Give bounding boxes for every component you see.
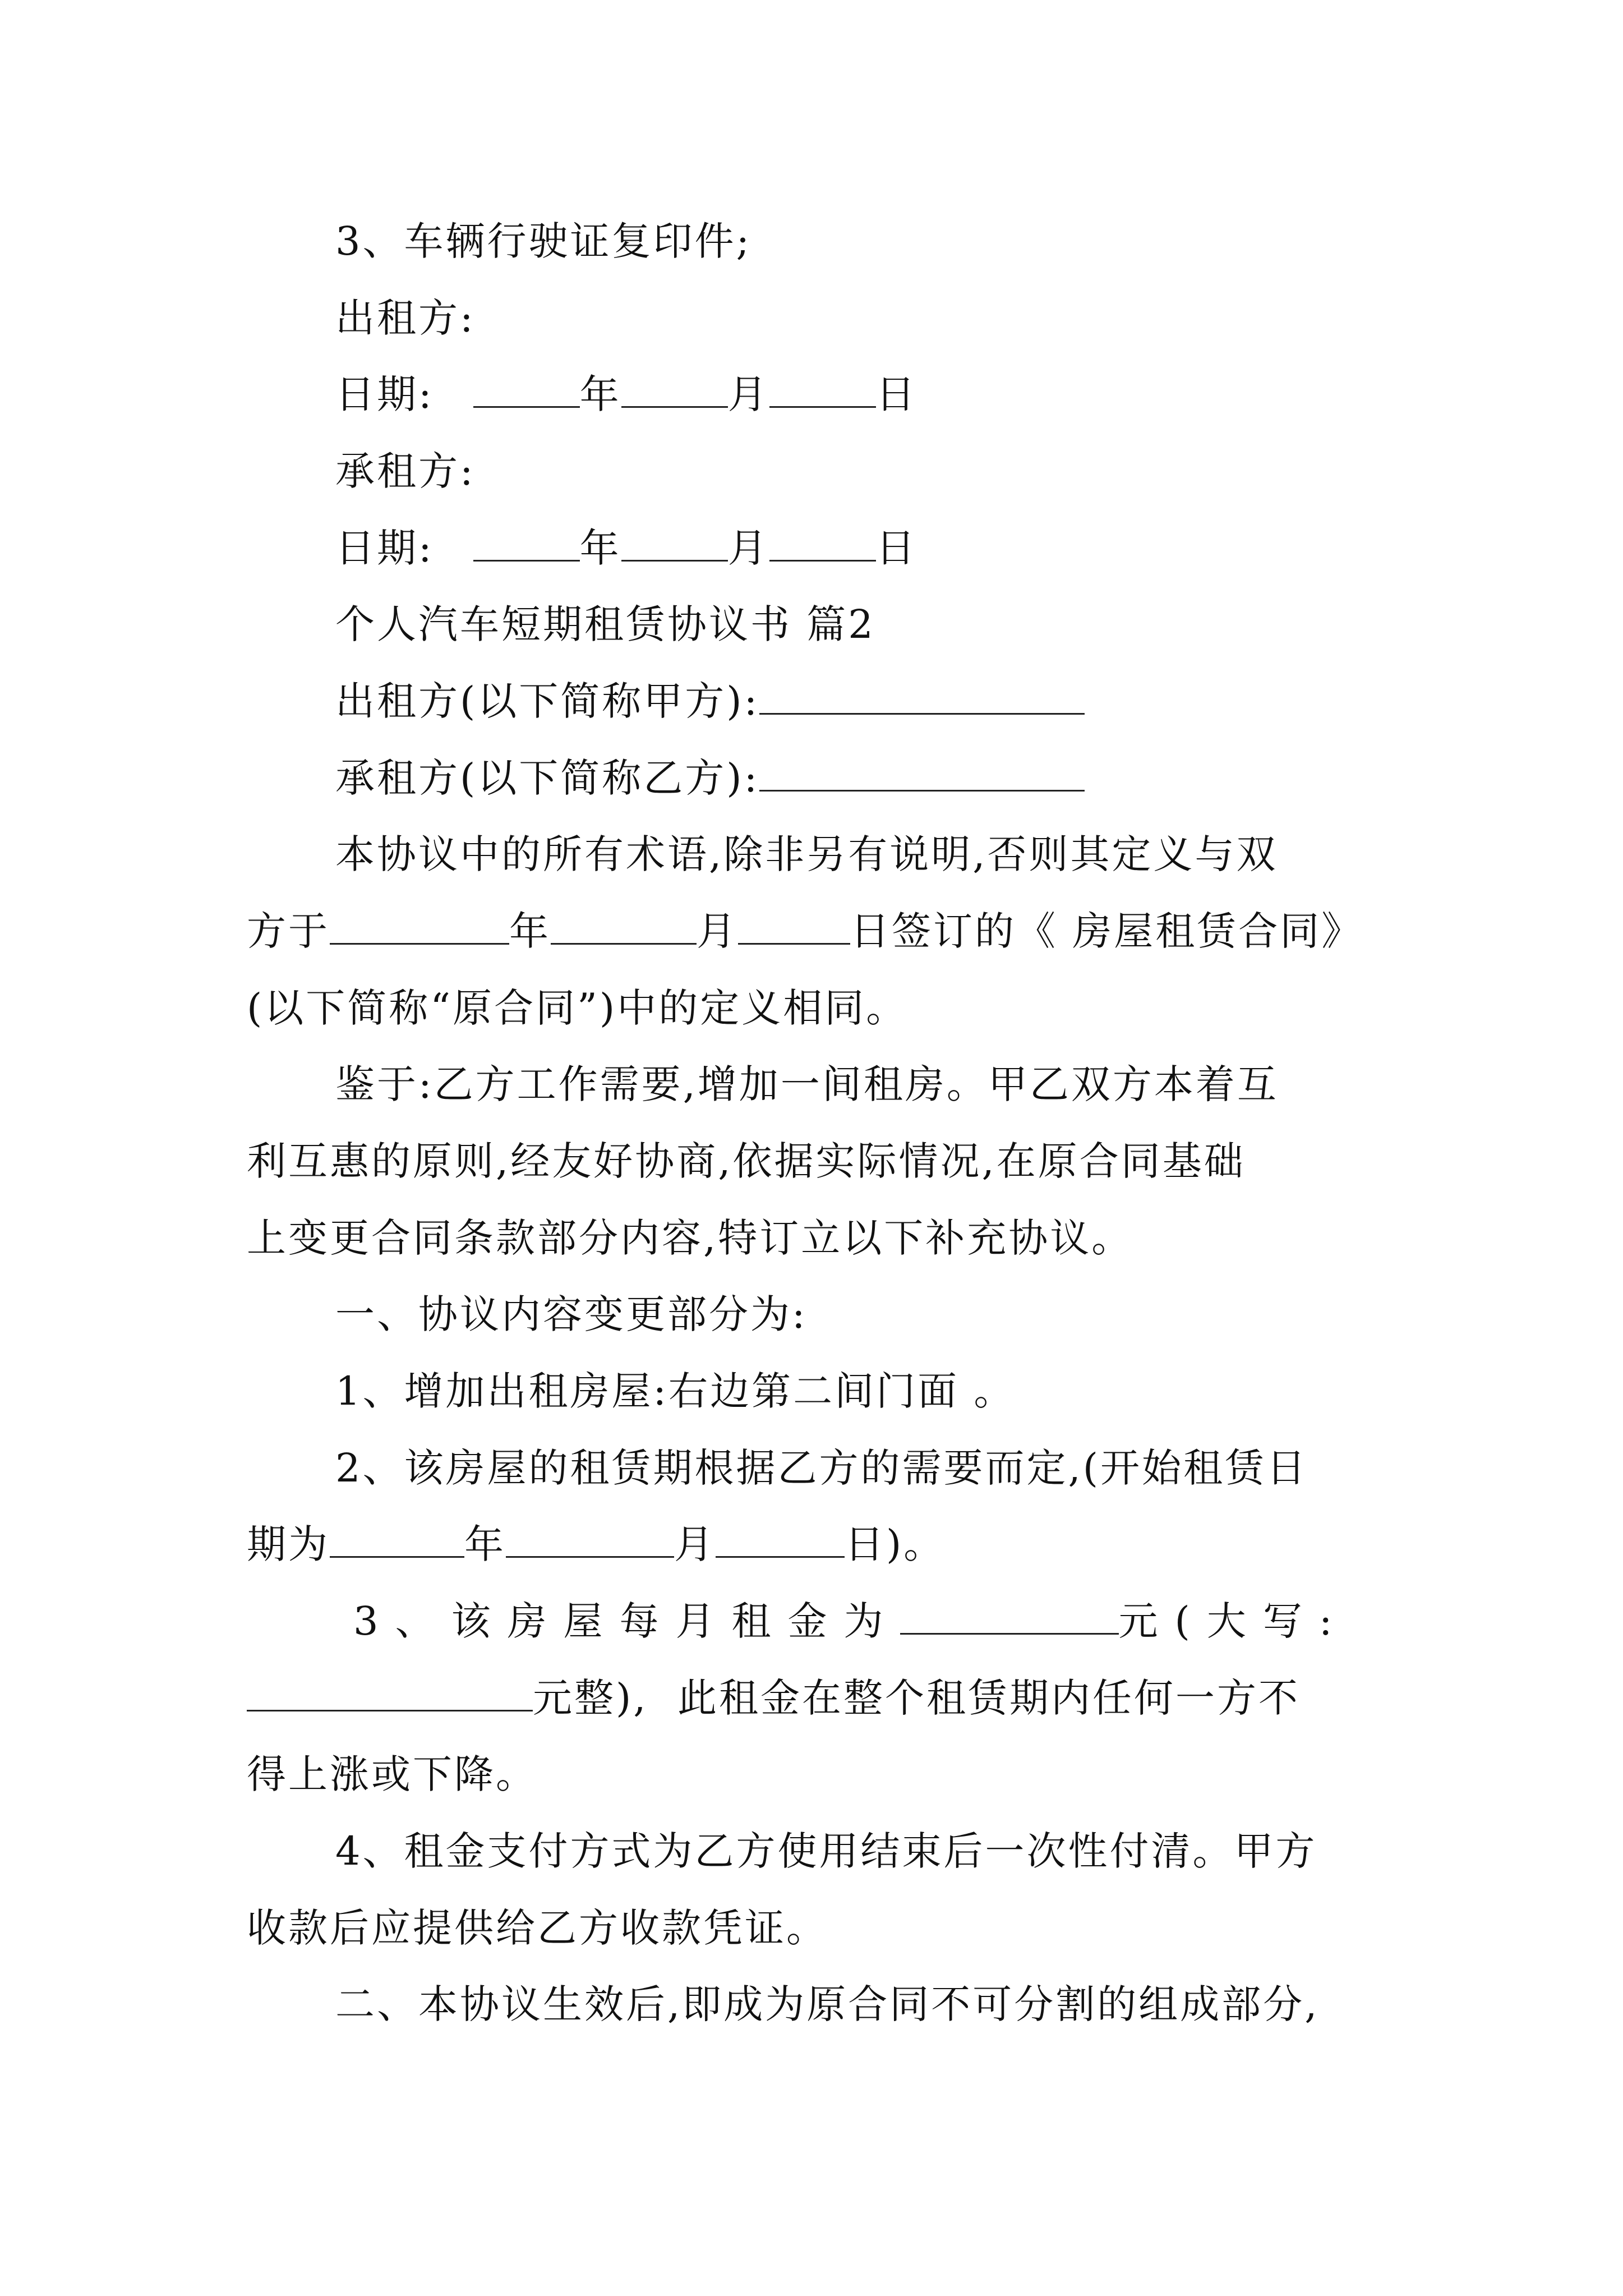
text: 日签订的《 房屋租赁合同》: [850, 908, 1363, 954]
line-party-b: [335, 753, 1085, 803]
text: 日期:: [335, 525, 434, 571]
text: 承租方(以下简称乙方):: [335, 755, 760, 801]
text: 二、本协议生效后,即成为原合同不可分割的组成部分,: [335, 1981, 1320, 2027]
blank-month: [621, 371, 728, 408]
clause-line: [247, 1749, 537, 1800]
text: 鉴于:乙方工作需要,增加一间租房。甲乙双方本着互: [335, 1061, 1279, 1107]
paragraph-line: [247, 983, 907, 1033]
clause-line: [353, 1596, 1349, 1646]
blank-rent-uppercase: [247, 1675, 533, 1711]
text: 1、增加出租房屋:右边第二间门面 。: [335, 1368, 1016, 1414]
paragraph-line: [247, 1136, 1246, 1186]
text: 期为: [247, 1521, 330, 1567]
blank-year: [473, 371, 580, 408]
blank-day: [769, 371, 876, 408]
text: 上变更合同条款部分内容,特订立以下补充协议。: [247, 1215, 1133, 1261]
text: 一、协议内容变更部分为:: [335, 1291, 808, 1337]
blank-day: [769, 525, 876, 562]
text: 年: [509, 908, 551, 954]
text: 月: [727, 525, 769, 571]
blank-month: [621, 525, 728, 562]
clause-line: [335, 1826, 1317, 1876]
clause-heading: [335, 1979, 1320, 2030]
blank-month: [506, 1521, 674, 1558]
text: 个人汽车短期租赁协议书 篇2: [335, 601, 875, 647]
text: 元整), 此租金在整个租赁期内任何一方不: [533, 1675, 1301, 1721]
blank-month: [551, 908, 697, 945]
text: 4、租金支付方式为乙方使用结束后一次性付清。甲方: [335, 1828, 1317, 1874]
paragraph-line: [247, 1213, 1133, 1263]
paragraph-line: [247, 906, 1363, 956]
text: 本协议中的所有术语,除非另有说明,否则其定义与双: [335, 831, 1278, 877]
blank-year: [330, 908, 509, 945]
text: (以下简称“原合同”)中的定义相同。: [247, 985, 908, 1031]
text: 日: [875, 371, 917, 417]
text: 日)。: [845, 1521, 946, 1567]
section-title: [335, 599, 875, 650]
text: 承租方:: [335, 448, 476, 494]
text: 元(大写:: [1118, 1598, 1349, 1644]
blank-day: [716, 1521, 845, 1558]
clause-line: [247, 1673, 1300, 1723]
text: 2、该房屋的租赁期根据乙方的需要而定,(开始租赁日: [335, 1445, 1308, 1491]
text: 日期:: [335, 371, 434, 417]
text: 利互惠的原则,经友好协商,依据实际情况,在原合同基础: [247, 1138, 1246, 1184]
blank-party-b: [759, 755, 1085, 792]
line-party-a: [335, 676, 1085, 726]
line-lessor-1: [335, 293, 476, 343]
text: 年: [464, 1521, 506, 1567]
blank-year: [330, 1521, 464, 1558]
text: 年: [579, 525, 621, 571]
clause-heading: [335, 1289, 808, 1340]
text: 得上涨或下降。: [247, 1751, 537, 1797]
text: 日: [875, 525, 917, 571]
text: 3、该房屋每月租金为: [353, 1598, 900, 1644]
clause-line: [335, 1443, 1308, 1493]
text: 月: [727, 371, 769, 417]
blank-year: [473, 525, 580, 562]
text: 月: [697, 908, 738, 954]
text: 月: [674, 1521, 716, 1567]
paragraph-line: [335, 1059, 1279, 1110]
blank-party-a: [759, 678, 1085, 715]
line-date-2: [335, 523, 917, 573]
text: 年: [579, 371, 621, 417]
blank-day: [738, 908, 850, 945]
line-lessee-1: [335, 446, 476, 496]
text: 出租方:: [335, 295, 476, 341]
text: 收款后应提供给乙方收款凭证。: [247, 1905, 828, 1951]
text: 3、车辆行驶证复印件;: [335, 218, 752, 264]
line-vehicle-license-copy: [335, 216, 751, 266]
text: 方于: [247, 908, 330, 954]
line-date-1: [335, 369, 917, 420]
blank-rent-amount: [900, 1598, 1119, 1635]
clause-line: [247, 1519, 945, 1570]
paragraph-line: [335, 829, 1278, 880]
text: 出租方(以下简称甲方):: [335, 678, 760, 724]
clause-line: [335, 1366, 1015, 1416]
clause-line: [247, 1903, 828, 1953]
